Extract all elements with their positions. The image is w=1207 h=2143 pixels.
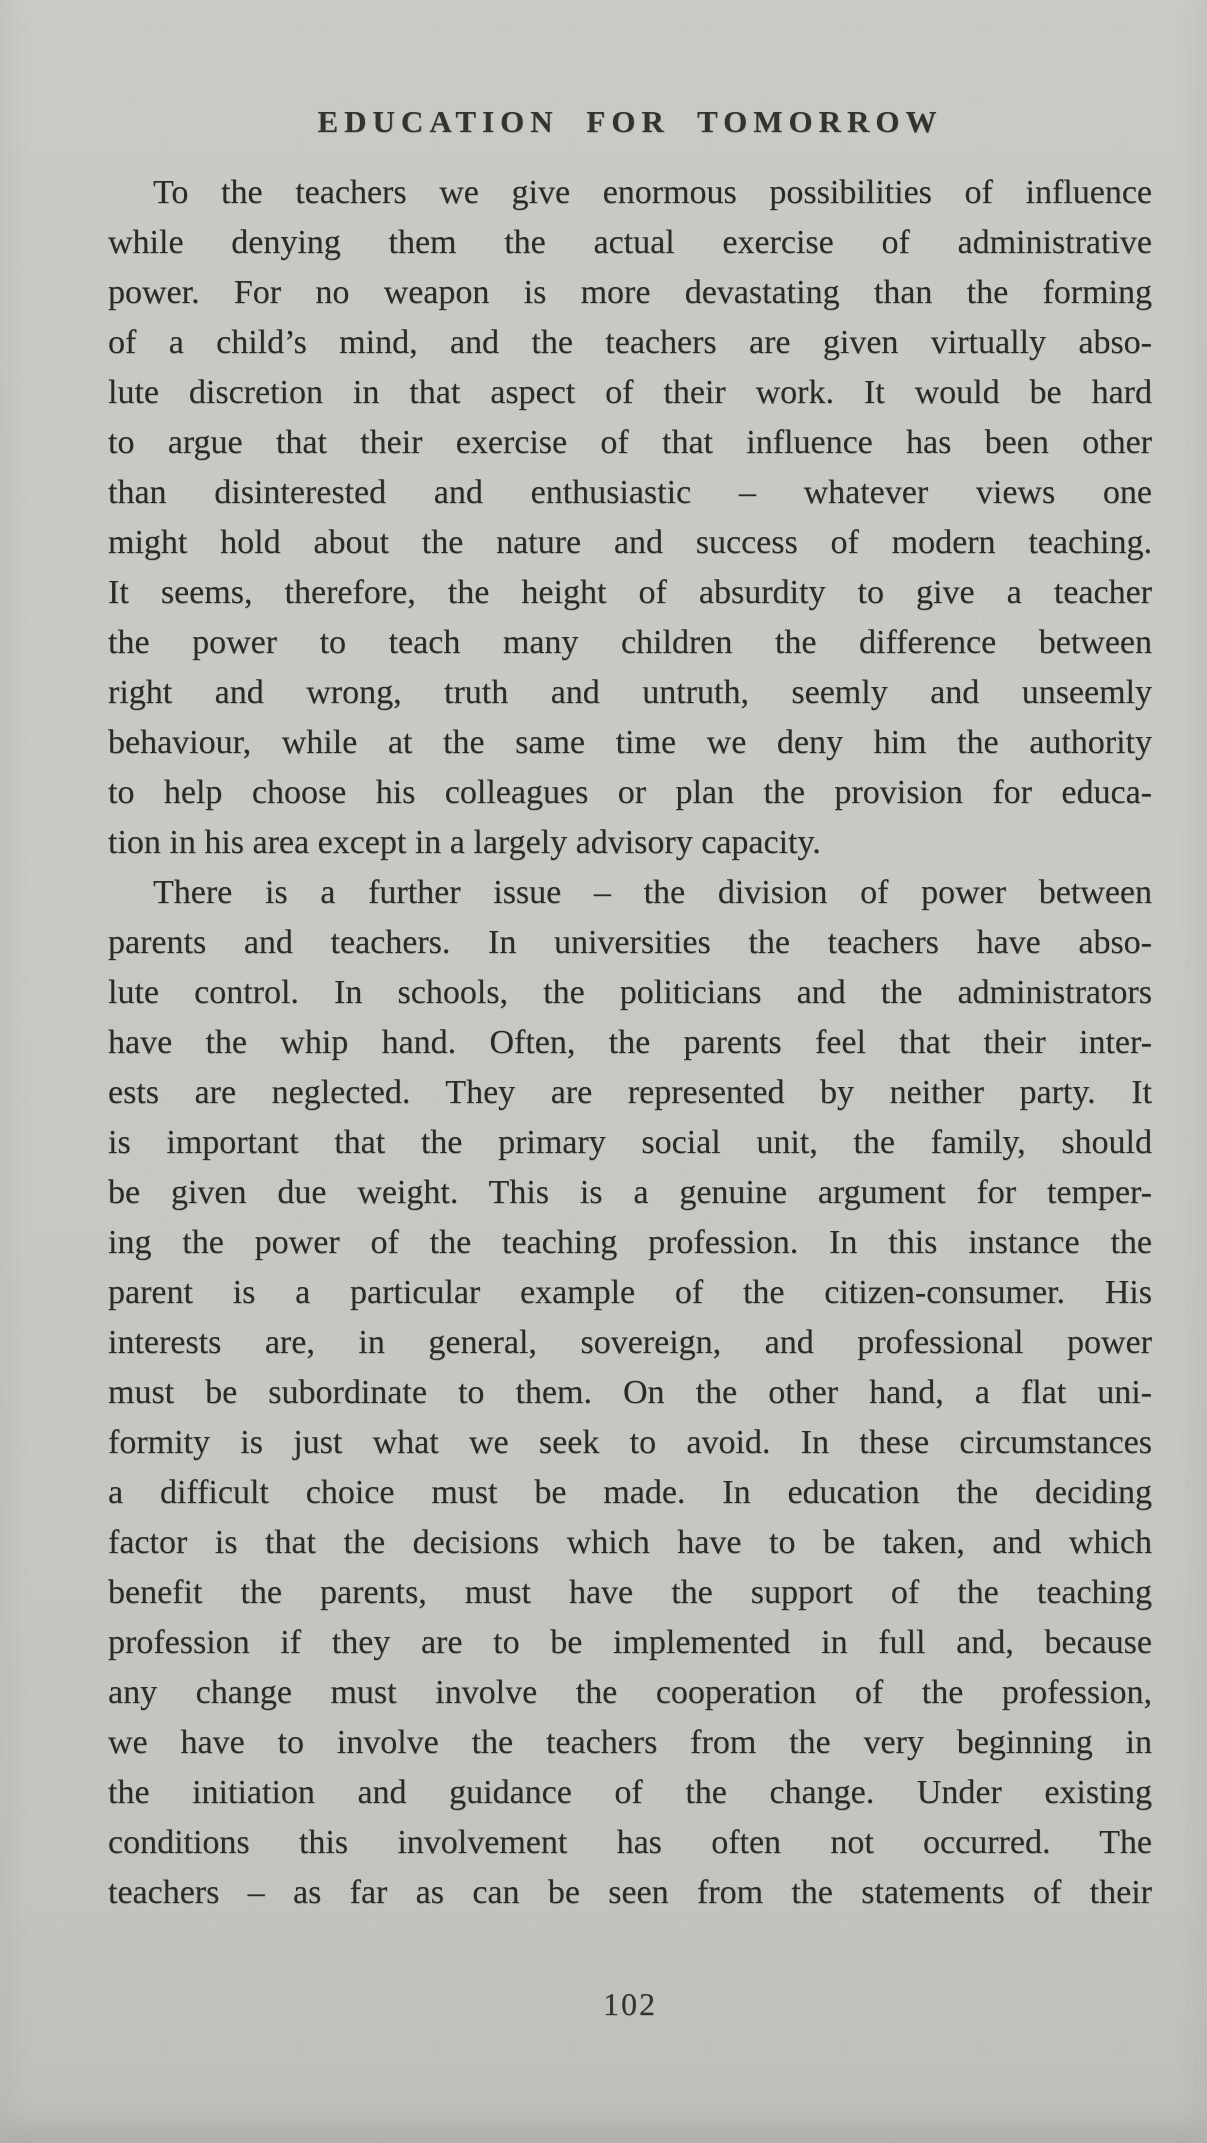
- text-line: any change must involve the cooperation of the profession,: [108, 1674, 1152, 1711]
- text-line: the initiation and guidance of the change. Under existing: [108, 1774, 1152, 1811]
- text-line: ests are neglected. They are represented by neither party. It: [108, 1074, 1152, 1111]
- text-line: of a child’s mind, and the teachers are given virtually abso-: [108, 324, 1152, 361]
- text-line: the power to teach many children the difference between: [108, 624, 1152, 661]
- text-line: parents and teachers. In universities the teachers have abso-: [108, 924, 1152, 961]
- text-line: behaviour, while at the same time we deny him the authority: [108, 724, 1152, 761]
- text-line: than disinterested and enthusiastic – whatever views one: [108, 474, 1152, 511]
- text-line: might hold about the nature and success of modern teaching.: [108, 524, 1152, 561]
- text-line: benefit the parents, must have the support of the teaching: [108, 1574, 1152, 1611]
- text-line: we have to involve the teachers from the very beginning in: [108, 1724, 1152, 1761]
- text-line: while denying them the actual exercise of administrative: [108, 224, 1152, 261]
- text-line: formity is just what we seek to avoid. In these circumstances: [108, 1424, 1152, 1461]
- text-line: To the teachers we give enormous possibilities of influence: [153, 174, 1152, 211]
- text-line: lute discretion in that aspect of their work. It would be hard: [108, 374, 1152, 411]
- text-line: parent is a particular example of the citizen-consumer. His: [108, 1274, 1152, 1311]
- text-line: power. For no weapon is more devastating than the forming: [108, 274, 1152, 311]
- text-line: to help choose his colleagues or plan the provision for educa-: [108, 774, 1152, 811]
- text-line: is important that the primary social unit, the family, should: [108, 1124, 1152, 1161]
- text-line: must be subordinate to them. On the other hand, a flat uni-: [108, 1374, 1152, 1411]
- text-line: be given due weight. This is a genuine argument for temper-: [108, 1174, 1152, 1211]
- page-number: 102: [603, 1986, 657, 2022]
- text-line: ing the power of the teaching profession. In this instance the: [108, 1224, 1152, 1261]
- text-line: lute control. In schools, the politicians and the administrators: [108, 974, 1152, 1011]
- text-line: There is a further issue – the division of power between: [153, 874, 1152, 911]
- paragraph: [108, 868, 1152, 1918]
- running-header: EDUCATION FOR TOMORROW: [317, 104, 943, 139]
- text-line: conditions this involvement has often not occurred. The: [108, 1824, 1152, 1861]
- paragraph: [108, 168, 1152, 868]
- text-line: profession if they are to be implemented in full and, because: [108, 1624, 1152, 1661]
- text-line: have the whip hand. Often, the parents feel that their inter-: [108, 1024, 1152, 1061]
- text-line: tion in his area except in a largely advisory capacity.: [108, 824, 821, 861]
- text-line: interests are, in general, sovereign, and professional power: [108, 1324, 1152, 1361]
- text-line: to argue that their exercise of that influence has been other: [108, 424, 1152, 461]
- text-line: a difficult choice must be made. In education the deciding: [108, 1474, 1152, 1511]
- text-line: teachers – as far as can be seen from the statements of their: [108, 1874, 1152, 1911]
- text-line: It seems, therefore, the height of absurdity to give a teacher: [108, 574, 1152, 611]
- body-text: [108, 168, 1152, 1918]
- text-line: right and wrong, truth and untruth, seemly and unseemly: [108, 674, 1152, 711]
- text-line: factor is that the decisions which have to be taken, and which: [108, 1524, 1152, 1561]
